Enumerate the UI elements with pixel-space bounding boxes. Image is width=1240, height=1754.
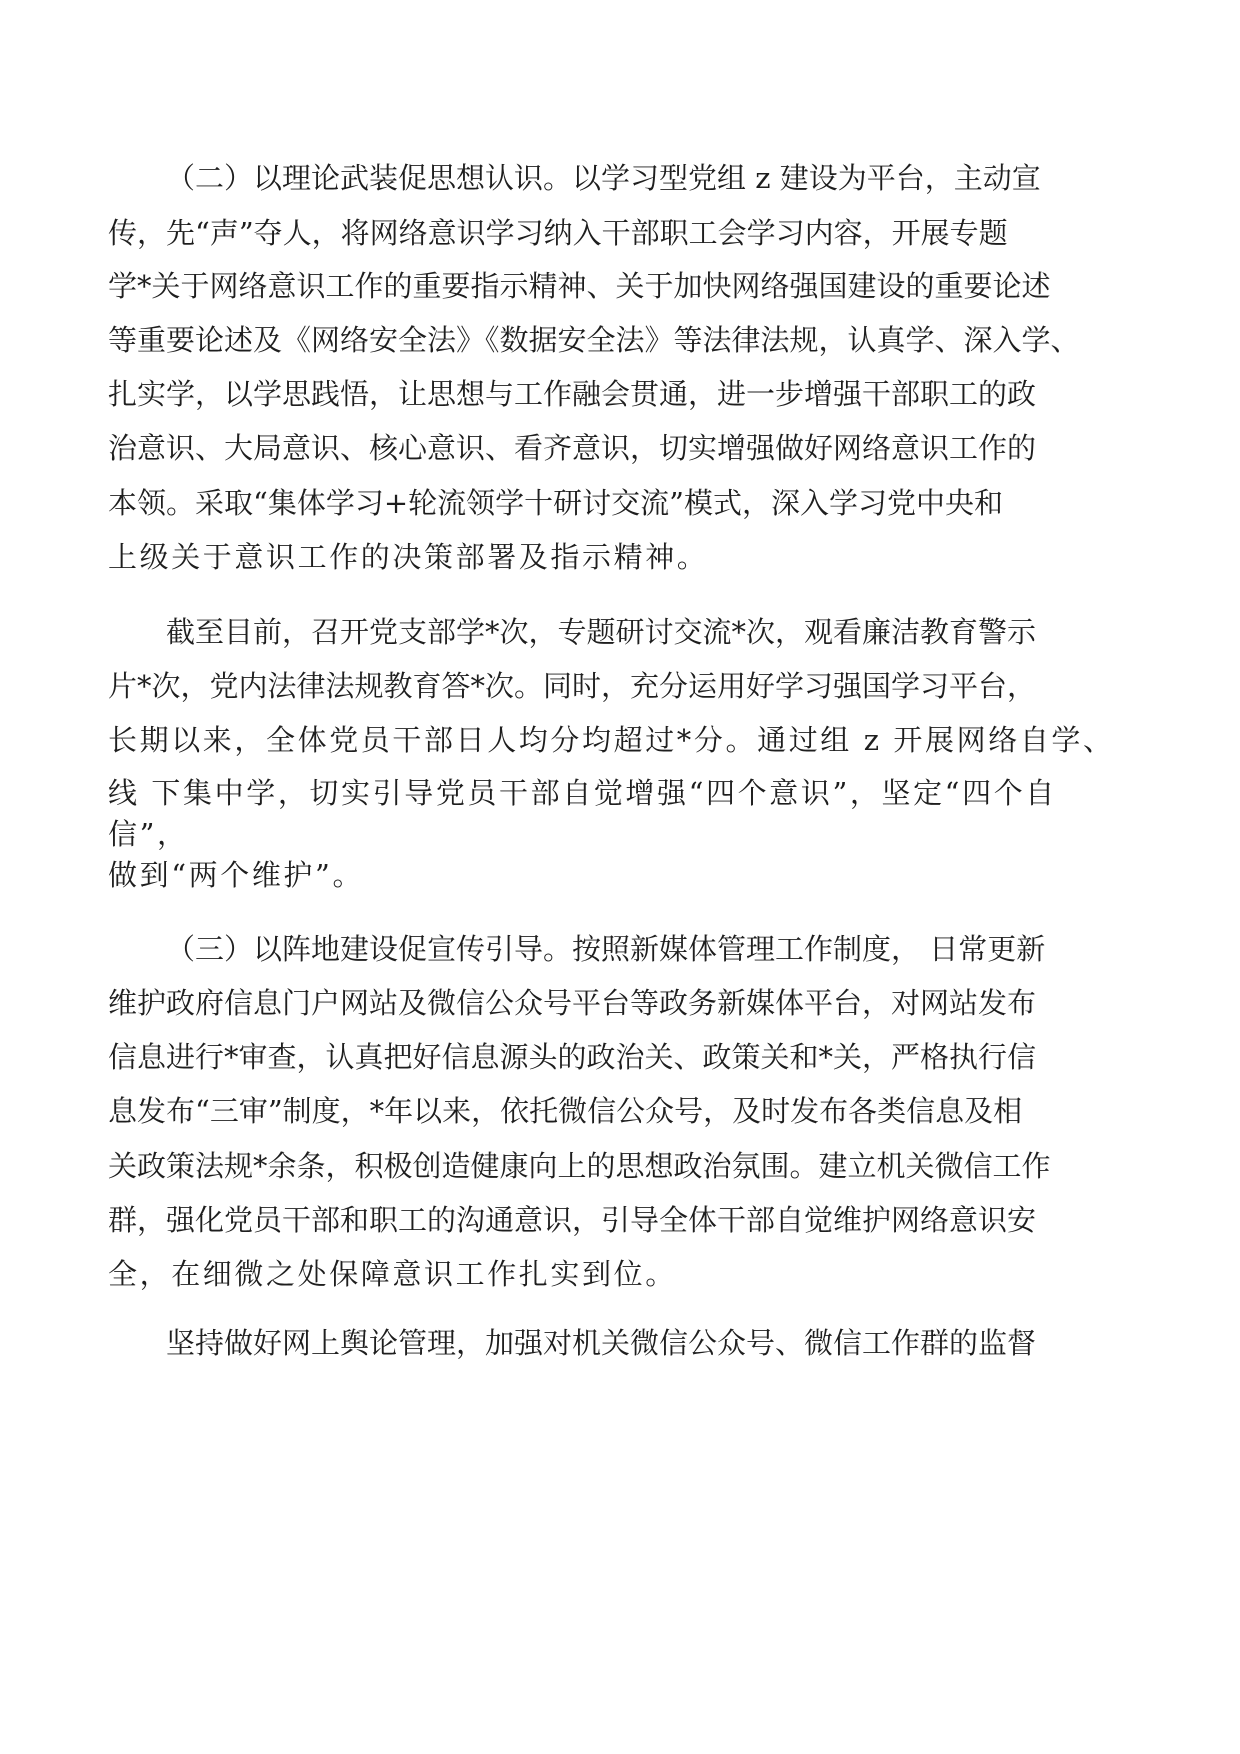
- text-line: 扎实学，以学思践悟，让思想与工作融会贯通，进一步增强干部职工的政: [108, 377, 1037, 411]
- text-line: 本领。采取“集体学习+轮流领学十研讨交流”模式，深入学习党中央和: [108, 486, 1003, 520]
- text-line: 息发布“三审”制度，*年以来，依托微信公众号，及时发布各类信息及相: [108, 1094, 1023, 1128]
- text-line: 截至目前，召开党支部学*次，专题研讨交流*次，观看廉洁教育警示: [166, 615, 1037, 649]
- text-line: 治意识、大局意识、核心意识、看齐意识，切实增强做好网络意识工作的: [108, 431, 1037, 465]
- text-line: 群，强化党员干部和职工的沟通意识，引导全体干部自觉维护网络意识安: [108, 1203, 1037, 1237]
- text-line: （三）以阵地建设促宣传引导。按照新媒体管理工作制度， 日常更新: [166, 932, 1046, 966]
- text-line: 做到“两个维护”。: [108, 858, 365, 892]
- text-line: 传，先“声”夺人，将网络意识学习纳入干部职工会学习内容，开展专题: [108, 216, 1008, 250]
- text-line: 长期以来，全体党员干部日人均分均超过*分。通过组 z 开展网络自学、: [108, 723, 1115, 757]
- text-line: 线 下集中学，切实引导党员干部自觉增强“四个意识”，坚定“四个自: [108, 776, 1057, 810]
- text-line: 片*次，党内法律法规教育答*次。同时，充分运用好学习强国学习平台，: [108, 669, 1037, 703]
- text-line: 学*关于网络意识工作的重要指示精神、关于加快网络强国建设的重要论述: [108, 269, 1051, 303]
- text-line: 信”，: [108, 817, 189, 851]
- text-line: 等重要论述及《网络安全法》《数据安全法》等法律法规，认真学、深入学、: [108, 323, 1080, 357]
- text-line: 关政策法规*余条，积极创造健康向上的思想政治氛围。建立机关微信工作: [108, 1149, 1051, 1183]
- text-line: 坚持做好网上舆论管理，加强对机关微信公众号、微信工作群的监督: [166, 1326, 1037, 1360]
- text-line: 信息进行*审查，认真把好信息源头的政治关、政策关和*关，严格执行信: [108, 1040, 1037, 1074]
- text-line: 上级关于意识工作的决策部署及指示精神。: [108, 540, 709, 574]
- text-line: 全，在细微之处保障意识工作扎实到位。: [108, 1257, 677, 1291]
- text-line: （二）以理论武装促思想认识。以学习型党组 z 建设为平台，主动宣: [166, 161, 1041, 195]
- text-line: 维护政府信息门户网站及微信公众号平台等政务新媒体平台，对网站发布: [108, 986, 1037, 1020]
